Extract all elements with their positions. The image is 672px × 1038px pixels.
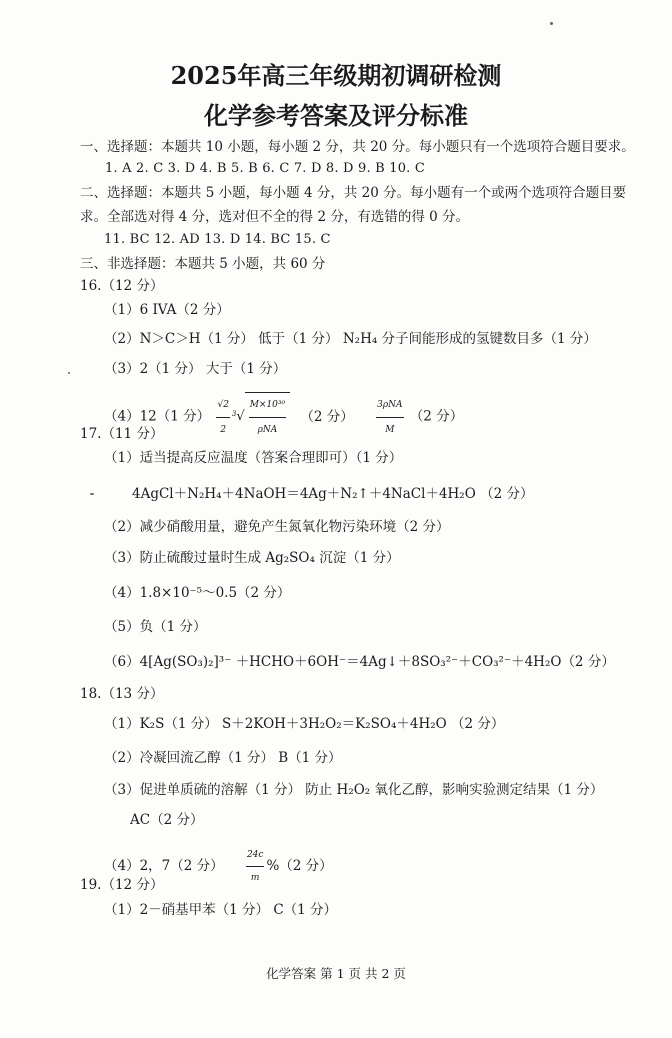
q16-part-3: （3）2（1 分） 大于（1 分） (104, 361, 287, 377)
section-1-heading: 一、选择题：本题共 10 小题，每小题 2 分，共 20 分。每小题只有一个选项符合题目要求。 (80, 139, 635, 155)
section-3-heading: 三、非选择题：本题共 5 小题，共 60 分 (80, 256, 326, 272)
q16-fraction-sqrt2-over-2 (216, 393, 229, 442)
radicand-numerator: M×10³⁰ (249, 393, 286, 418)
root-index: 3 (231, 410, 237, 418)
fraction-numerator: √2 (216, 393, 229, 418)
fraction-numerator: 3ρNA (376, 393, 403, 418)
q18-part-1: （1）K₂S（1 分） S＋2KOH＋3H₂O₂＝K₂SO₄＋4H₂O （2 分） (104, 716, 505, 732)
section-2-heading-2: 求。全部选对得 4 分，选对但不全的得 2 分，有选错的得 0 分。 (80, 209, 470, 225)
q16-part-4-score-1: （2 分） (300, 408, 354, 425)
q17-part-2: （2）减少硝酸用量，避免产生氮氧化物污染环境（2 分） (104, 519, 450, 535)
section-2-heading-1: 二、选择题：本题共 5 小题，每小题 4 分，共 20 分。每小题有一个或两个选项符合题目要 (80, 185, 627, 201)
fraction-denominator: M (385, 424, 395, 435)
q19-part-1: （1）2－硝基甲苯（1 分） C（1 分） (104, 902, 338, 918)
q16-cube-root: $^3$√ $\frac{\text{M×10³⁰}}{\text{ρNA}}$ (232, 392, 290, 442)
title-line-2: 化学参考答案及评分标准 (204, 101, 468, 130)
title-line-1: 2025年高三年级期初调研检测 (170, 61, 502, 90)
q17-heading: 17.（11 分） (80, 426, 164, 442)
q16-part-4-first: （4）12（1 分） (104, 408, 211, 425)
q18-heading: 18.（13 分） (80, 686, 164, 702)
q18-part-3: （3）促进单质硫的溶解（1 分） 防止 H₂O₂ 氧化乙醇，影响实验测定结果（1 分） (104, 782, 604, 798)
q16-heading: 16.（12 分） (80, 278, 164, 294)
q17-part-1: （1）适当提高反应温度（答案合理即可）（1 分） (104, 450, 403, 466)
fraction-denominator: m (250, 873, 260, 883)
section-2-answers: 11. BC 12. AD 13. D 14. BC 15. C (104, 232, 331, 247)
section-1-answers: 1. A 2. C 3. D 4. B 5. B 6. C 7. D 8. D 9. B 10. C (105, 161, 425, 176)
q17-part-5: （5）负（1 分） (104, 619, 207, 635)
q16-fraction-density (376, 393, 403, 442)
q18-part-4-score: %（2 分） (266, 858, 333, 874)
q16-part-2: （2）N＞C＞H（1 分） 低于（1 分） N₂H₄ 分子间能形成的氢键数目多（1 分） (104, 331, 597, 347)
radicand-fraction (249, 393, 286, 442)
radicand-denominator: ρNA (257, 425, 278, 435)
q17-part-4: （4）1.8×10⁻⁵～0.5（2 分） (104, 585, 291, 601)
q16-part-4-score-2: （2 分） (409, 408, 464, 425)
scan-speck (68, 372, 70, 374)
page-footer: 化学答案 第 1 页 共 2 页 (266, 966, 406, 981)
q19-heading: 19.（12 分） (80, 877, 164, 893)
q18-fraction-24c-over-m (246, 844, 265, 889)
q17-part-6: （6）4[Ag(SO₃)₂]³⁻ ＋HCHO＋6OH⁻＝4Ag↓＋8SO₃²⁻＋CO₃²⁻＋4H₂O（2 分） (104, 654, 615, 670)
scan-speck (90, 493, 94, 495)
q17-equation-1: 4AgCl＋N₂H₄＋4NaOH＝4Ag＋N₂↑＋4NaCl＋4H₂O （2 分） (132, 486, 534, 502)
scan-speck (550, 22, 553, 25)
fraction-denominator: 2 (220, 424, 227, 435)
q18-part-4-first: （4）2，7（2 分） (104, 858, 224, 874)
root-radicand (245, 392, 290, 442)
q17-part-3: （3）防止硫酸过量时生成 Ag₂SO₄ 沉淀（1 分） (104, 550, 400, 566)
q16-part-1: （1）6 IVA（2 分） (104, 302, 230, 318)
q18-part-3-continued: AC（2 分） (130, 812, 204, 828)
q18-part-2: （2）冷凝回流乙醇（1 分） B（1 分） (104, 750, 342, 766)
fraction-numerator: 24c (246, 844, 265, 867)
